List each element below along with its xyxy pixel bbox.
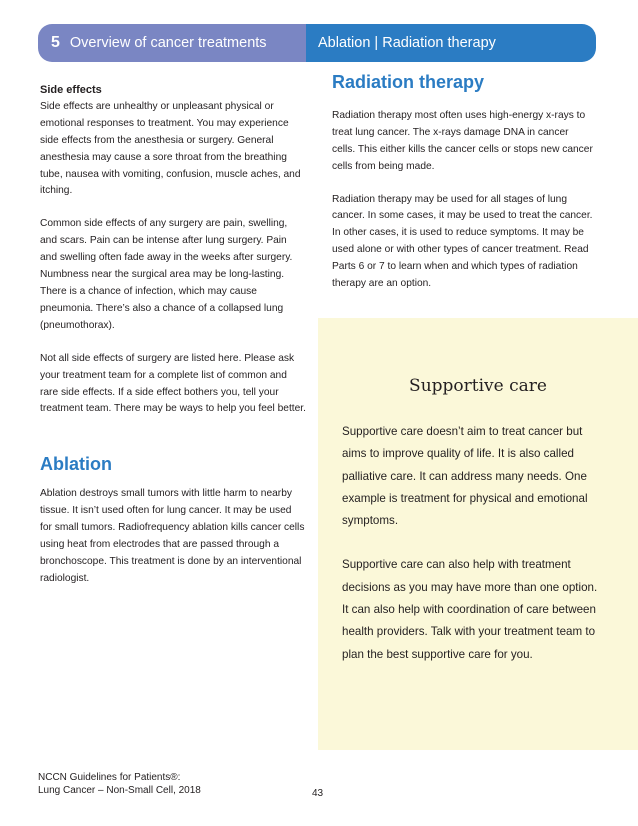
ablation-heading: Ablation — [40, 454, 112, 475]
side-effects-paragraph-3: Not all side effects of surgery are listed here. Please ask your treatment team for a complete list of common and rare side effects. If a side effect bothers you, tell your treatment team. There may be ways to help you feel better. — [40, 352, 306, 415]
radiation-heading: Radiation therapy — [332, 72, 485, 92]
side-effects-paragraph-1: Side effects are unhealthy or unpleasant physical or emotional responses to treatment. You may experience side effects from the anesthesia or surgery. General anesthesia may cause a sore throat from the breathing tube, nausea with vomiting, confusion, muscle aches, and itching. — [40, 100, 301, 197]
callout-paragraph-2: Supportive care can also help with treatment decisions as you may have more than one option. It can also help with coordination of care between health providers. Talk with your treatment team to plan the best supportive care for you. — [342, 558, 598, 661]
section-header — [306, 24, 596, 62]
section-header-title: Ablation | Radiation therapy — [318, 35, 496, 51]
radiation-paragraph-1: Radiation therapy most often uses high-energy x-rays to treat lung cancer. The x-rays damage DNA in cancer cells. This either kills the cancer cells or stops new cancer cells from being made. — [332, 109, 593, 172]
left-column — [40, 82, 306, 588]
radiation-paragraph-2: Radiation therapy may be used for all stages of lung cancer. In some cases, it may be used to treat the cancer. In other cases, it is used to reduce symptoms. It may be used alone or with other types of cancer treatment. Read Parts 6 or 7 to learn when and which types of radiation therapy are an option. — [332, 193, 593, 290]
chapter-title: Overview of cancer treatments — [69, 35, 267, 51]
side-effects-paragraph-2: Common side effects of any surgery are pain, swelling, and scars. Pain can be intense after lung surgery. Pain and swelling often fade away in the weeks after surgery. Numbness near the surgical area may be long-lasting. There is a chance of infection, which may cause pneumonia. There’s also a chance of a collapsed lung (pneumothorax). — [40, 218, 293, 331]
side-effects-heading: Side effects — [40, 84, 102, 96]
callout-body — [342, 421, 602, 666]
footer — [38, 772, 201, 797]
chapter-number: 5 — [51, 34, 60, 51]
chapter-header — [38, 24, 308, 62]
page-number: 43 — [312, 788, 324, 799]
callout-title: Supportive care — [409, 376, 547, 396]
footer-line-2: Lung Cancer – Non-Small Cell, 2018 — [38, 784, 201, 796]
ablation-paragraph: Ablation destroys small tumors with little harm to nearby tissue. It isn’t used often for lung cancer. It may be used for small tumors. Radiofrequency ablation kills cancer cells using heat from electrodes that are passed through a bronchoscope. This treatment is done by an interventional radiologist. — [40, 488, 305, 584]
footer-line-1: NCCN Guidelines for Patients®: — [38, 772, 181, 783]
right-column — [332, 74, 594, 293]
supportive-care-callout — [318, 318, 638, 750]
callout-paragraph-1: Supportive care doesn’t aim to treat cancer but aims to improve quality of life. It is also called palliative care. It can address many needs. One example is treatment for physical and emotional symptoms. — [342, 425, 588, 528]
